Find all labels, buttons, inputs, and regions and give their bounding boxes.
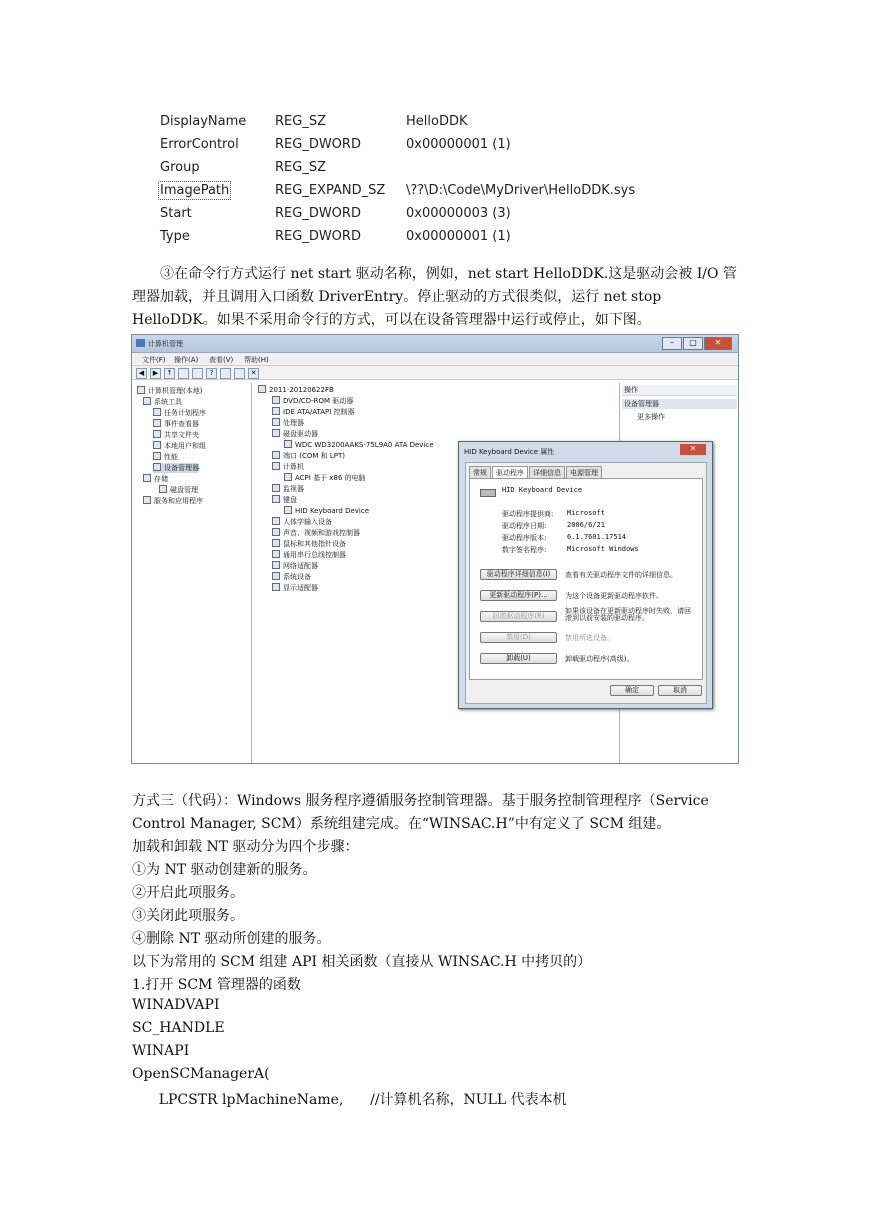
menubar [132,353,738,366]
device-tree-item[interactable]: 磁盘驱动器 [272,429,318,439]
tree-item-device-manager[interactable]: 设备管理器 [153,463,199,473]
device-name: HID Keyboard Device [502,486,583,494]
reg-value: 0x00000001 (1) [406,229,511,244]
paragraph-net-start: ③在命令行方式运行 net start 驱动名称，例如，net start HelloDDK.这是驱动会被 I/O 管理器加载，并且调用入口函数 DriverEntry。停止驱动的方式很类似，运行 net stop HelloDDK。如果不采用命令行的方式，可以在设备管理器中运行或停止，如下图。 [132,266,737,328]
update-driver-icon[interactable] [234,368,245,379]
window-titlebar [132,335,738,353]
device-tree-item[interactable]: 通用串行总线控制器 [272,550,346,560]
device-tree-item[interactable]: 网络适配器 [272,561,318,571]
dvd-icon [272,396,280,404]
reg-name: DisplayName [160,114,247,129]
more-actions-link[interactable]: 更多操作 [637,413,665,421]
tree-item[interactable]: 计算机管理(本地) [137,386,202,396]
reg-value: 0x00000003 (3) [406,206,511,221]
console-tree-icon[interactable] [178,368,189,379]
computer-icon [272,462,280,470]
properties-dialog [458,441,713,709]
uninstall-button[interactable]: 卸载(U) [480,653,557,664]
disk-icon [159,485,167,493]
back-icon[interactable]: ◀ [136,368,147,379]
menu-help[interactable]: 帮助(H) [244,356,269,364]
reg-name: Start [160,206,192,221]
tree-item[interactable]: 存储 [143,474,168,484]
system-icon [272,572,280,580]
reg-name: Group [160,160,200,175]
text-line: ④删除 NT 驱动所创建的服务。 [132,931,331,947]
up-icon[interactable]: ↑ [164,368,175,379]
reg-value: \??\D:\Code\MyDriver\HelloDDK.sys [406,183,636,198]
console-tree [135,383,252,763]
device-tree-item[interactable]: ACPI 基于 x86 的电脑 [284,473,366,483]
dialog-close-button[interactable]: ✕ [680,444,706,455]
field-label: 数字签名程序: [502,546,547,554]
maximize-button[interactable]: □ [683,337,703,350]
device-tree-item[interactable]: 处理器 [272,418,304,428]
reg-value: HelloDDK [406,114,468,129]
reg-name: ErrorControl [160,137,239,152]
driver-panel [469,478,703,680]
device-tree-item[interactable]: DVD/CD-ROM 驱动器 [272,396,353,406]
window-title: 计算机管理 [148,340,183,348]
computer-management-screenshot [131,334,739,764]
reg-value: 0x00000001 (1) [406,137,511,152]
tree-item[interactable]: 性能 [153,452,178,462]
device-tree-item[interactable]: 监视器 [272,484,304,494]
tab-general[interactable]: 常规 [469,466,491,479]
tree-item[interactable]: 事件查看器 [153,419,199,429]
driver-details-button[interactable]: 驱动程序详细信息(I) [480,569,557,580]
dialog-title: HID Keyboard Device 属性 [464,448,555,456]
device-tree-item[interactable]: 计算机 [272,462,304,472]
computer-management-icon [136,339,145,347]
tab-details[interactable]: 详细信息 [529,466,565,479]
code-line: SC_HANDLE [132,1020,225,1036]
help-icon[interactable]: ? [206,368,217,379]
code-line: OpenSCManagerA( [132,1066,270,1082]
usb-icon [272,550,280,558]
code-line: WINADVAPI [132,997,220,1013]
keyboard-icon [480,489,496,497]
clock-icon [153,408,161,416]
device-tree-item[interactable]: 系统设备 [272,572,311,582]
code-line: LPCSTR lpMachineName, //计算机名称，NULL 代表本机 [132,1092,567,1108]
text-line: ③关闭此项服务。 [132,908,244,924]
text-line: ②开启此项服务。 [132,885,244,901]
button-description: 查看有关驱动程序文件的详细信息。 [565,571,677,579]
services-icon [143,496,151,504]
menu-action[interactable]: 操作(A) [174,356,199,364]
tools-icon [143,397,151,405]
update-driver-button[interactable]: 更新驱动程序(P)... [480,590,557,601]
reg-type: REG_SZ [275,160,326,175]
rollback-driver-button[interactable]: 回滚驱动程序(R) [480,611,557,622]
network-icon [272,561,280,569]
button-description: 禁用所选设备。 [565,634,614,642]
device-tree-item[interactable]: HID Keyboard Device [284,506,369,515]
disk-icon [284,440,292,448]
display-icon [272,583,280,591]
device-manager-icon [153,463,161,471]
field-value: Microsoft Windows [567,545,639,553]
tree-item[interactable]: 服务和应用程序 [143,496,203,506]
tree-item[interactable]: 磁盘管理 [159,485,198,495]
device-tree-item[interactable]: 声音、视频和游戏控制器 [272,528,360,538]
device-tree-item[interactable]: 显示适配器 [272,583,318,593]
reg-type: REG_SZ [275,114,326,129]
computer-icon [258,385,266,393]
device-tree-item[interactable]: 2011-20120622FB [258,385,334,394]
tab-power[interactable]: 电源管理 [566,466,602,479]
reg-name: Type [160,229,190,244]
tree-item[interactable]: 系统工具 [143,397,182,407]
monitor-icon [272,484,280,492]
sound-icon [272,528,280,536]
actions-header: 操作 [622,385,737,396]
text-line: ①为 NT 驱动创建新的服务。 [132,862,317,878]
keyboard-icon [284,506,292,514]
minimize-button[interactable]: – [662,337,682,350]
forward-icon[interactable]: ▶ [150,368,161,379]
disable-button[interactable]: 禁用(D) [480,632,557,643]
disk-icon [272,429,280,437]
button-description: 卸载驱动程序(高级)。 [565,655,634,663]
ok-button[interactable]: 确定 [610,685,654,696]
toolbar [132,366,738,380]
port-icon [272,451,280,459]
performance-icon [153,452,161,460]
device-tree-item[interactable]: 鼠标和其他指针设备 [272,539,346,549]
text-line: 方式三（代码）：Windows 服务程序遵循服务控制管理器。基于服务控制管理程序（Service [132,793,709,809]
field-value: 2006/6/21 [567,521,605,529]
hid-icon [272,517,280,525]
device-tree-item[interactable]: IDE ATA/ATAPI 控制器 [272,407,355,417]
menu-file[interactable]: 文件(F) [142,356,166,364]
reg-type: REG_EXPAND_SZ [275,183,386,198]
actions-section[interactable]: 设备管理器 [622,399,737,409]
device-tree-item[interactable]: 人体学输入设备 [272,517,332,527]
tree-item[interactable]: 本地用户和组 [153,441,206,451]
field-label: 驱动程序版本: [502,534,547,542]
device-tree-item[interactable]: 端口 (COM 和 LPT) [272,451,345,461]
text-line: 1.打开 SCM 管理器的函数 [132,977,301,993]
text-line: Control Manager, SCM）系统组建完成。在“WINSAC.H”中有定义了 SCM 组建。 [132,816,671,832]
mouse-icon [272,539,280,547]
tree-item[interactable]: 共享文件夹 [153,430,199,440]
field-label: 驱动程序日期: [502,522,547,530]
properties-icon[interactable] [192,368,203,379]
code-line: WINAPI [132,1043,190,1059]
users-icon [153,441,161,449]
scan-hardware-icon[interactable] [220,368,231,379]
reg-type: REG_DWORD [275,137,361,152]
text-line: 加载和卸载 NT 驱动分为四个步骤： [132,839,359,855]
computer-icon [284,473,292,481]
keyboard-icon [272,495,280,503]
cancel-button[interactable]: 取消 [658,685,702,696]
field-label: 驱动程序提供商: [502,510,554,518]
event-icon [153,419,161,427]
processor-icon [272,418,280,426]
button-description: 为这个设备更新驱动程序软件。 [565,592,663,600]
reg-type: REG_DWORD [275,206,361,221]
close-button[interactable]: ✕ [704,337,732,350]
reg-type: REG_DWORD [275,229,361,244]
field-value: 6.1.7601.17514 [567,533,627,541]
tree-item[interactable]: 任务计划程序 [153,408,206,418]
tab-driver[interactable]: 驱动程序 [492,466,528,479]
text-line: 以下为常用的 SCM 组建 API 相关函数（直接从 WINSAC.H 中拷贝的） [132,954,592,970]
ide-icon [272,407,280,415]
device-tree-item[interactable]: WDC WD3200AAKS-75L9A0 ATA Device [284,440,434,449]
menu-view[interactable]: 查看(V) [209,356,234,364]
reg-name: ImagePath [160,183,230,198]
folder-icon [153,430,161,438]
computer-icon [137,386,145,394]
uninstall-icon[interactable]: ✕ [248,368,259,379]
storage-icon [143,474,151,482]
device-tree-item[interactable]: 键盘 [272,495,297,505]
field-value: Microsoft [567,509,605,517]
button-description: 如果该设备在更新驱动程序时失败，请回滚到以前安装的驱动程序。 [565,607,691,622]
